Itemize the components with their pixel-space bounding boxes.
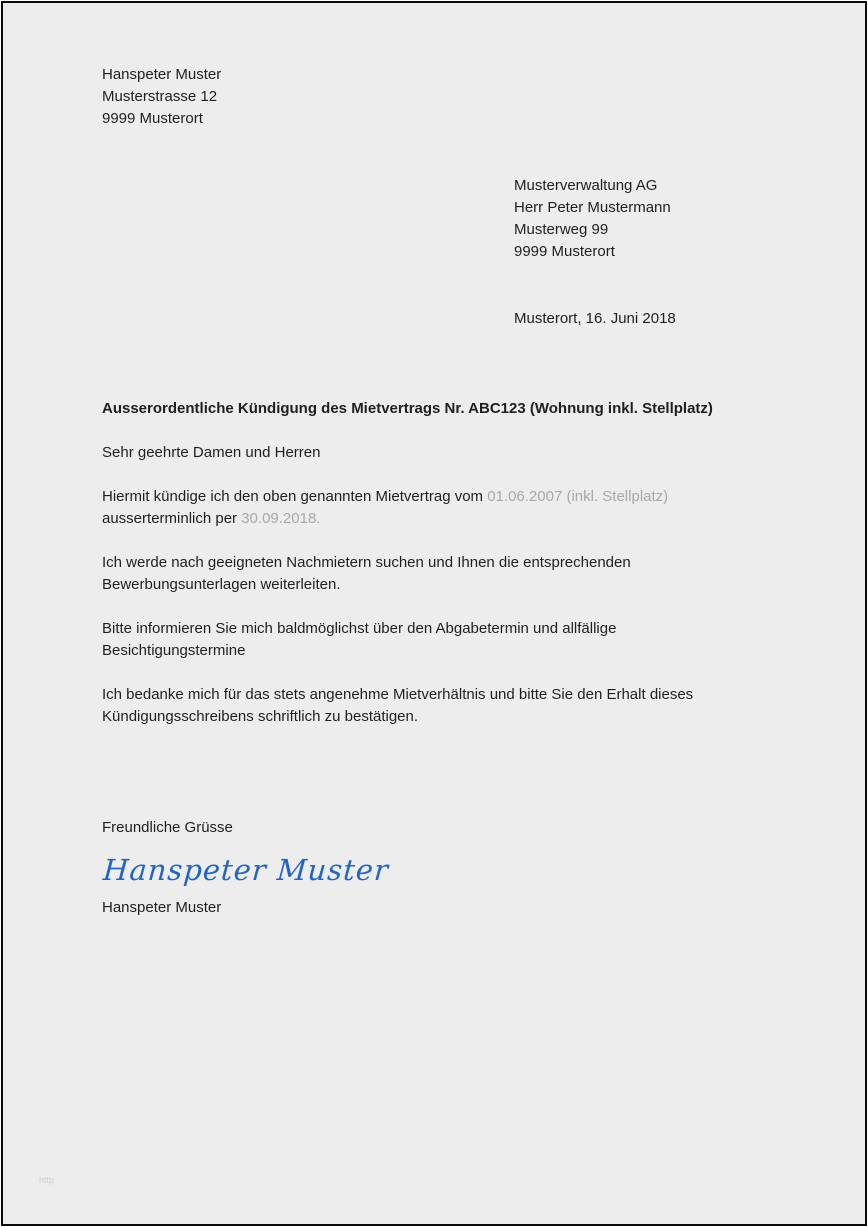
sender-street: Musterstrasse 12 [102, 88, 218, 105]
paragraph-successor-line-1: Ich werde nach geeigneten Nachmietern suchen und Ihnen die entsprechenden [102, 554, 631, 571]
sender-name: Hanspeter Muster [102, 66, 222, 83]
paragraph-thanks-line-1: Ich bedanke mich für das stets angenehme Mietverhältnis und bitte Sie den Erhalt dieses [102, 686, 694, 703]
handwritten-signature: Hanspeter Muster [102, 853, 391, 887]
recipient-company: Musterverwaltung AG [514, 177, 658, 194]
paragraph-termination-line-2 [102, 508, 782, 530]
termination-date-muted: 30.09.2018. [241, 510, 321, 527]
termination-intro-text: Hiermit kündige ich den oben genannten Mietvertrag vom [102, 488, 488, 505]
recipient-city: 9999 Musterort [514, 243, 615, 260]
paragraph-appointments-line-1: Bitte informieren Sie mich baldmöglichst über den Abgabetermin und allfällige [102, 620, 617, 637]
subject-line: Ausserordentliche Kündigung des Mietvertrags Nr. ABC123 (Wohnung inkl. Stellplatz) [102, 400, 713, 417]
sender-city: 9999 Musterort [102, 110, 203, 127]
sender-address-block [102, 64, 221, 130]
paragraph-successor-tenants [102, 552, 782, 596]
paragraph-successor-line-2: Bewerbungsunterlagen weiterleiten. [102, 576, 341, 593]
termination-per-text: ausserterminlich per [102, 510, 242, 527]
paragraph-thanks-line-2: Kündigungsschreibens schriftlich zu bestätigen. [102, 708, 419, 725]
paragraph-thanks-confirmation [102, 684, 782, 728]
recipient-address-block [514, 175, 671, 263]
recipient-street: Musterweg 99 [514, 221, 609, 238]
paragraph-termination-line-1 [102, 486, 782, 508]
letter-page [1, 1, 867, 1226]
watermark-text: http [39, 1175, 55, 1185]
paragraph-termination [102, 486, 782, 530]
closing-line: Freundliche Grüsse [102, 819, 233, 836]
signature-typed-name: Hanspeter Muster [102, 899, 222, 916]
recipient-contact: Herr Peter Mustermann [514, 199, 671, 216]
date-line: Musterort, 16. Juni 2018 [514, 310, 676, 327]
paragraph-appointments-line-2: Besichtigungstermine [102, 642, 246, 659]
paragraph-appointments [102, 618, 782, 662]
salutation: Sehr geehrte Damen und Herren [102, 444, 321, 461]
contract-start-date-muted: 01.06.2007 (inkl. Stellplatz) [487, 488, 669, 505]
